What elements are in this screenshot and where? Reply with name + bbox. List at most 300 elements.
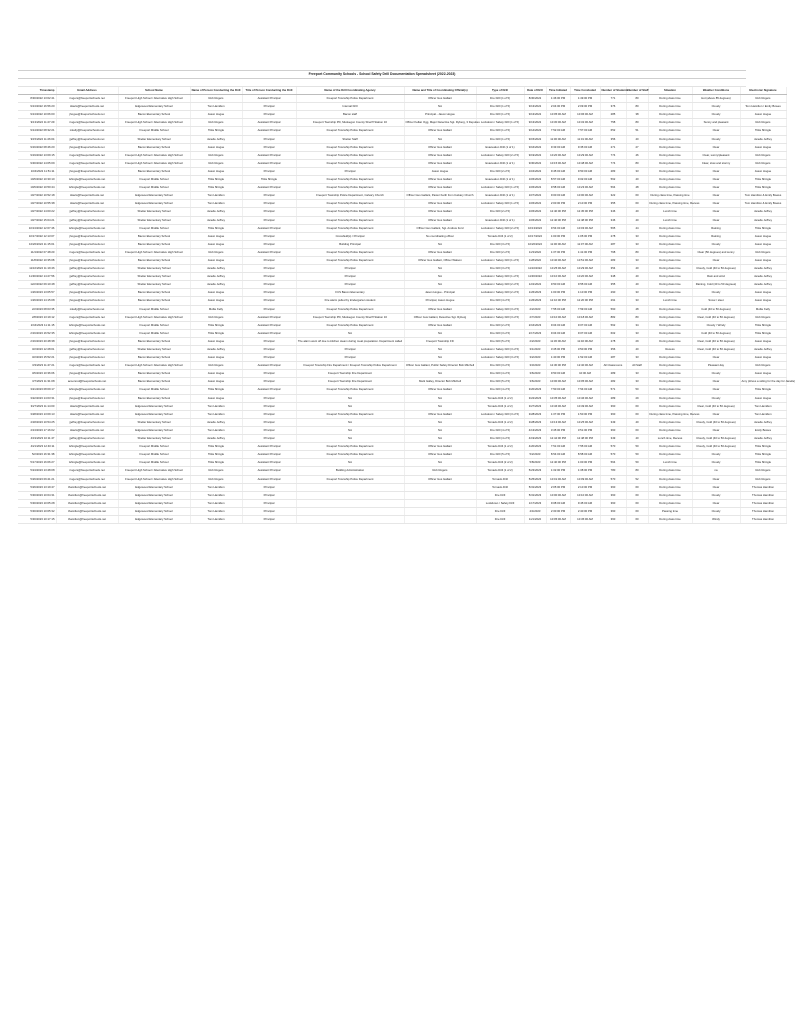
table-cell[interactable]: Assistant Principal bbox=[242, 224, 296, 232]
table-cell[interactable]: 1/26/2023 13:05:57 bbox=[18, 289, 56, 297]
table-cell[interactable]: 10/7/2022 bbox=[524, 192, 546, 200]
table-cell[interactable]: Edgewood Elementary School bbox=[118, 515, 190, 523]
table-cell[interactable]: thamilton@freeportschools.net bbox=[56, 499, 118, 507]
table-cell[interactable]: Clear bbox=[692, 167, 740, 175]
column-header[interactable]: Situation bbox=[648, 87, 692, 95]
table-cell[interactable]: Freeport Middle School bbox=[118, 443, 190, 451]
table-cell[interactable]: 9:35:00 AM bbox=[570, 143, 600, 151]
column-header[interactable]: Timestamp bbox=[18, 87, 56, 95]
table-cell[interactable]: 12:40:00 PM bbox=[546, 459, 570, 467]
table-cell[interactable]: Freeport Township Police Department bbox=[296, 208, 404, 216]
table-cell[interactable]: 771 bbox=[600, 95, 626, 103]
table-cell[interactable]: Bacon Elementary School bbox=[118, 370, 190, 378]
table-cell[interactable]: 10:48:00 AM bbox=[570, 159, 600, 167]
table-cell[interactable]: During class time bbox=[648, 426, 692, 434]
table-cell[interactable]: 10:00:00 AM bbox=[570, 192, 600, 200]
table-cell[interactable]: jhogue@freeportschools.net bbox=[56, 256, 118, 264]
table-cell[interactable]: 10/17/2022 bbox=[524, 232, 546, 240]
column-header[interactable]: Electronic Signature bbox=[740, 87, 786, 95]
table-cell[interactable]: 2:09:00 PM bbox=[570, 103, 600, 111]
table-cell[interactable]: During class time bbox=[648, 443, 692, 451]
table-cell[interactable]: Cloudy bbox=[692, 459, 740, 467]
table-cell[interactable]: jhogue@freeportschools.net bbox=[56, 111, 118, 119]
table-cell[interactable]: 11/4/2022 07:48:20 bbox=[18, 248, 56, 256]
table-cell[interactable]: 4/19/2023 10:11:47 bbox=[18, 435, 56, 443]
table-cell[interactable]: Fire Drill (4 of 5) bbox=[476, 370, 524, 378]
table-cell[interactable]: Freeport Middle School bbox=[118, 386, 190, 394]
table-cell[interactable]: 10:05:00 AM bbox=[570, 378, 600, 386]
table-cell[interactable]: Cold (40 to 50 degrees) bbox=[692, 329, 740, 337]
table-cell[interactable]: Principal bbox=[296, 354, 404, 362]
table-cell[interactable]: 4/13/2023 17:16:02 bbox=[18, 426, 56, 434]
table-cell[interactable]: 360 bbox=[600, 491, 626, 499]
table-cell[interactable]: During class time bbox=[648, 240, 692, 248]
table-cell[interactable]: 80 bbox=[626, 119, 648, 127]
table-cell[interactable]: 9:50:00 AM bbox=[546, 281, 570, 289]
table-cell[interactable]: Tom Hamilton bbox=[190, 515, 242, 523]
table-cell[interactable]: 2/16/2023 16:52:35 bbox=[18, 329, 56, 337]
table-cell[interactable]: Lunch time bbox=[648, 297, 692, 305]
table-cell[interactable]: 8:57:00 AM bbox=[546, 176, 570, 184]
table-cell[interactable]: Mollie Kelly bbox=[740, 305, 786, 313]
table-cell[interactable]: Principal - Jason Hogue bbox=[404, 111, 476, 119]
table-cell[interactable]: During class time bbox=[648, 184, 692, 192]
table-cell[interactable]: Fire Drill bbox=[476, 491, 524, 499]
table-cell[interactable]: 360 bbox=[600, 507, 626, 515]
table-cell[interactable]: Fire Drill (5 of 5) bbox=[476, 378, 524, 386]
table-cell[interactable]: Jason Hogue bbox=[190, 289, 242, 297]
table-cell[interactable]: During class time bbox=[648, 329, 692, 337]
table-cell[interactable]: Edgewood Elementary School bbox=[118, 491, 190, 499]
table-cell[interactable]: During class time bbox=[648, 491, 692, 499]
table-cell[interactable]: Rob Rogers bbox=[740, 248, 786, 256]
table-cell[interactable]: Cloudy / Windy bbox=[692, 321, 740, 329]
table-cell[interactable]: Rob Rogers bbox=[404, 467, 476, 475]
table-cell[interactable]: 10:00:00 AM bbox=[546, 378, 570, 386]
table-cell[interactable]: Freeport Middle School bbox=[118, 127, 190, 135]
table-cell[interactable]: 9:04:00 AM bbox=[546, 321, 570, 329]
table-cell[interactable]: 278 bbox=[600, 337, 626, 345]
table-cell[interactable]: Shelter Elementary School bbox=[118, 273, 190, 281]
table-cell[interactable]: 9/30/2022 14:05:09 bbox=[18, 159, 56, 167]
table-cell[interactable]: 10:30:00 AM bbox=[546, 119, 570, 127]
table-cell[interactable]: Rob Rogers bbox=[190, 362, 242, 370]
table-cell[interactable]: 882 bbox=[600, 313, 626, 321]
table-cell[interactable]: 10:46:00 AM bbox=[546, 402, 570, 410]
table-cell[interactable]: 570 bbox=[600, 443, 626, 451]
table-cell[interactable]: Jason Hogue bbox=[740, 297, 786, 305]
table-cell[interactable]: 2/8/2023 13:19:12 bbox=[18, 313, 56, 321]
table-cell[interactable]: jjeffrey@freeportschools.net bbox=[56, 418, 118, 426]
table-cell[interactable]: Fire Drill bbox=[476, 507, 524, 515]
table-cell[interactable]: Fire Drill (1 of 5) bbox=[476, 95, 524, 103]
table-cell[interactable]: Raining bbox=[692, 224, 740, 232]
table-cell[interactable]: 2:05:00 PM bbox=[546, 483, 570, 491]
table-cell[interactable]: During class time bbox=[648, 127, 692, 135]
table-cell[interactable]: Tom Hamilton bbox=[190, 483, 242, 491]
table-cell[interactable]: thamilton@freeportschools.net bbox=[56, 491, 118, 499]
column-header[interactable]: Number of Staff bbox=[626, 87, 648, 95]
table-cell[interactable]: Principal bbox=[242, 354, 296, 362]
table-cell[interactable]: Tom Hamilton bbox=[190, 402, 242, 410]
table-cell[interactable]: Clear bbox=[692, 256, 740, 264]
table-cell[interactable]: Principal bbox=[242, 297, 296, 305]
table-cell[interactable]: Raining bbox=[692, 232, 740, 240]
table-cell[interactable]: Assistant Principal bbox=[242, 159, 296, 167]
table-cell[interactable]: 7:52:00 AM bbox=[546, 127, 570, 135]
table-cell[interactable]: Freeport Township Police Department bbox=[296, 386, 404, 394]
table-cell[interactable]: Tilda Shingle bbox=[740, 329, 786, 337]
table-cell[interactable]: Tilda Shingle bbox=[740, 386, 786, 394]
table-cell[interactable]: 564 bbox=[600, 184, 626, 192]
table-cell[interactable]: rrogers@freeportschools.net bbox=[56, 475, 118, 483]
table-cell[interactable]: Freeport Middle School bbox=[118, 321, 190, 329]
table-cell[interactable]: Raining, Cold (40 to 50 degrees) bbox=[692, 281, 740, 289]
table-cell[interactable]: Shelter Elementary School bbox=[118, 435, 190, 443]
table-cell[interactable]: Cloudy bbox=[692, 103, 740, 111]
table-cell[interactable]: Cloudy bbox=[692, 507, 740, 515]
table-cell[interactable]: Officer Gus Gallant bbox=[404, 305, 476, 313]
table-cell[interactable]: Tom Hamilton bbox=[190, 103, 242, 111]
table-cell[interactable]: 562 bbox=[600, 321, 626, 329]
table-cell[interactable]: Freeport Township Police Department bbox=[296, 475, 404, 483]
table-cell[interactable]: 33 bbox=[626, 289, 648, 297]
table-cell[interactable]: 10:10:00 AM bbox=[546, 313, 570, 321]
table-cell[interactable]: Freeport High School / Alternative High School bbox=[118, 95, 190, 103]
table-cell[interactable]: During class time bbox=[648, 167, 692, 175]
table-cell[interactable]: tdavis@freeportschools.net bbox=[56, 402, 118, 410]
table-cell[interactable]: Freeport Township Police Department bbox=[296, 305, 404, 313]
table-cell[interactable]: 10/7/2022 14:00:22 bbox=[18, 208, 56, 216]
table-cell[interactable]: Freeport Township Police Department bbox=[296, 443, 404, 451]
table-cell[interactable] bbox=[296, 507, 404, 515]
table-cell[interactable]: Assistant Principal bbox=[242, 443, 296, 451]
table-cell[interactable]: Principal bbox=[242, 216, 296, 224]
table-cell[interactable]: Bacon Elementary School bbox=[118, 337, 190, 345]
table-cell[interactable]: Fire Drill (4 of 5) bbox=[476, 297, 524, 305]
table-cell[interactable]: 5/26/2023 09:41:21 bbox=[18, 475, 56, 483]
table-cell[interactable]: Jason Hogue bbox=[740, 232, 786, 240]
table-cell[interactable]: 9/14/2022 08:32:21 bbox=[18, 127, 56, 135]
table-cell[interactable]: During class time bbox=[648, 248, 692, 256]
table-cell[interactable]: Fire Drill (4 of 5) bbox=[476, 426, 524, 434]
table-cell[interactable]: 5/2/2023 bbox=[524, 451, 546, 459]
table-cell[interactable]: 2:10:00 PM bbox=[570, 483, 600, 491]
table-cell[interactable]: Tilda Shingle bbox=[740, 176, 786, 184]
table-cell[interactable]: Evacuation Drill (1 of 1) bbox=[476, 216, 524, 224]
table-cell[interactable]: Bacon Elementary School bbox=[118, 354, 190, 362]
table-cell[interactable]: 5/30/2023 10:17:15 bbox=[18, 515, 56, 523]
table-cell[interactable]: Cloudy, Cold (40 to 50 degrees) bbox=[692, 418, 740, 426]
table-cell[interactable]: 10/4/2022 11:51:11 bbox=[18, 167, 56, 175]
table-cell[interactable]: 3:45:00 PM bbox=[546, 426, 570, 434]
table-cell[interactable]: During class time bbox=[648, 176, 692, 184]
table-cell[interactable]: Jason Hogue bbox=[190, 378, 242, 386]
table-cell[interactable]: 9:54:00 AM bbox=[546, 224, 570, 232]
table-cell[interactable]: Freeport Township Police Department bbox=[296, 159, 404, 167]
table-cell[interactable]: Bacon Elementary School bbox=[118, 297, 190, 305]
table-cell[interactable]: 38 bbox=[626, 111, 648, 119]
table-cell[interactable]: Officer Gus Gallant bbox=[404, 200, 476, 208]
table-cell[interactable]: Shelter Elementary School bbox=[118, 265, 190, 273]
table-cell[interactable]: 11/1/2022 bbox=[524, 515, 546, 523]
table-cell[interactable]: Freeport Middle School bbox=[118, 459, 190, 467]
table-cell[interactable]: Assistant Principal bbox=[242, 459, 296, 467]
table-cell[interactable]: NA bbox=[404, 346, 476, 354]
table-cell[interactable]: 1/26/2023 bbox=[524, 297, 546, 305]
table-cell[interactable]: During class time bbox=[648, 402, 692, 410]
table-cell[interactable]: Principal bbox=[242, 370, 296, 378]
table-cell[interactable]: 60 bbox=[626, 426, 648, 434]
table-cell[interactable]: 9/19/2022 13:09:15 bbox=[18, 151, 56, 159]
table-cell[interactable]: 27 bbox=[626, 143, 648, 151]
table-cell[interactable]: 60 bbox=[626, 200, 648, 208]
table-cell[interactable]: 287 bbox=[600, 240, 626, 248]
table-cell[interactable]: Mollie Kelly bbox=[190, 305, 242, 313]
table-cell[interactable]: 10/6/2022 bbox=[524, 176, 546, 184]
table-cell[interactable]: Tilda Shingle bbox=[740, 224, 786, 232]
table-cell[interactable]: 11/30/2022 bbox=[524, 273, 546, 281]
table-cell[interactable]: NA bbox=[404, 402, 476, 410]
table-cell[interactable]: During class time bbox=[648, 224, 692, 232]
table-cell[interactable]: Assistant Principal bbox=[242, 467, 296, 475]
table-cell[interactable]: Edgewood Elementary School bbox=[118, 426, 190, 434]
table-cell[interactable]: 10/6/2022 bbox=[524, 216, 546, 224]
table-cell[interactable]: Officer Gus Gallant bbox=[404, 216, 476, 224]
table-cell[interactable]: 10:05:00 AM bbox=[546, 111, 570, 119]
table-cell[interactable]: 356 bbox=[600, 346, 626, 354]
table-cell[interactable]: Officer Gus Gallant bbox=[404, 208, 476, 216]
table-cell[interactable]: Janelle Jeffrey bbox=[190, 208, 242, 216]
table-cell[interactable]: Evacuation Drill (1 of 1) bbox=[476, 176, 524, 184]
table-cell[interactable]: Shelter Elementary School bbox=[118, 216, 190, 224]
table-cell[interactable]: Principal bbox=[242, 232, 296, 240]
table-cell[interactable]: 10:25:00 AM bbox=[546, 265, 570, 273]
table-cell[interactable]: 355 bbox=[600, 200, 626, 208]
table-cell[interactable]: Jason Hogue - Principal bbox=[404, 289, 476, 297]
table-cell[interactable]: Freeport Middle School bbox=[118, 184, 190, 192]
table-cell[interactable]: 2:10:00 PM bbox=[570, 200, 600, 208]
table-cell[interactable]: 1:00:00 PM bbox=[546, 289, 570, 297]
column-header[interactable]: Weather Conditions bbox=[692, 87, 740, 95]
table-cell[interactable]: Jason Hogue bbox=[190, 370, 242, 378]
table-cell[interactable]: Tom Hamilton bbox=[190, 192, 242, 200]
table-cell[interactable]: Clear bbox=[692, 386, 740, 394]
table-cell[interactable]: 34 bbox=[626, 321, 648, 329]
table-cell[interactable]: During class time bbox=[648, 337, 692, 345]
table-cell[interactable]: Rob Rogers bbox=[190, 159, 242, 167]
table-cell[interactable]: Rob Rogers bbox=[190, 151, 242, 159]
table-cell[interactable] bbox=[296, 491, 404, 499]
table-cell[interactable]: Officer Gus Gallant bbox=[404, 410, 476, 418]
table-cell[interactable]: Assistant Principal bbox=[242, 451, 296, 459]
table-cell[interactable]: Thomas Hamilton bbox=[740, 491, 786, 499]
table-cell[interactable]: Freeport Township Fire Department / Freeport Township Police Department bbox=[296, 362, 404, 370]
table-cell[interactable]: NA bbox=[404, 240, 476, 248]
table-cell[interactable]: 80 bbox=[626, 248, 648, 256]
table-cell[interactable]: Jason Hogue bbox=[740, 111, 786, 119]
table-cell[interactable]: Freeport Middle School bbox=[118, 305, 190, 313]
table-cell[interactable]: Principal bbox=[242, 103, 296, 111]
table-cell[interactable]: 48 bbox=[626, 184, 648, 192]
table-cell[interactable]: Tornado Drill (1 of 2) bbox=[476, 232, 524, 240]
table-cell[interactable]: Principal bbox=[242, 281, 296, 289]
table-cell[interactable]: Edgewood Elementary School bbox=[118, 103, 190, 111]
table-cell[interactable]: NA bbox=[296, 435, 404, 443]
table-cell[interactable]: Cloudy, Cold (40 to 50 degrees) bbox=[692, 443, 740, 451]
column-header[interactable]: Name of the Drill Coordinating Agency bbox=[296, 87, 404, 95]
table-cell[interactable]: 12/2/2022 09:10:48 bbox=[18, 281, 56, 289]
table-cell[interactable]: Rob Rogers bbox=[740, 95, 786, 103]
table-cell[interactable]: During class time bbox=[648, 289, 692, 297]
table-cell[interactable]: 10/6/2022 10:50:44 bbox=[18, 184, 56, 192]
table-cell[interactable]: 10/20/2022 11:15:01 bbox=[18, 240, 56, 248]
table-cell[interactable]: 10:05:00 AM bbox=[546, 515, 570, 523]
table-cell[interactable]: 60 bbox=[626, 507, 648, 515]
table-cell[interactable]: mkelly@freeportschools.net bbox=[56, 127, 118, 135]
table-cell[interactable]: Windy bbox=[692, 515, 740, 523]
table-cell[interactable]: Tom Hamilton bbox=[740, 402, 786, 410]
table-cell[interactable]: Officer Kellan Ogg, Major Detective Sgt. Ryberg, 3 Deputies bbox=[404, 119, 476, 127]
table-cell[interactable] bbox=[296, 515, 404, 523]
table-cell[interactable]: Lunch time bbox=[648, 208, 692, 216]
table-cell[interactable]: 9:02:00 AM bbox=[570, 176, 600, 184]
table-cell[interactable]: Tilda Shingle bbox=[740, 321, 786, 329]
table-cell[interactable]: Fire Drill (1 of 5) bbox=[476, 103, 524, 111]
table-cell[interactable]: No coordinating officer bbox=[404, 232, 476, 240]
table-cell[interactable]: During class time bbox=[648, 467, 692, 475]
table-cell[interactable]: Principal bbox=[242, 305, 296, 313]
table-cell[interactable]: 360 bbox=[600, 402, 626, 410]
column-header[interactable]: Email Address bbox=[56, 87, 118, 95]
table-cell[interactable]: Principal bbox=[242, 273, 296, 281]
table-cell[interactable]: 9/13/2022 11:27:29 bbox=[18, 119, 56, 127]
table-cell[interactable]: Clear bbox=[692, 475, 740, 483]
table-cell[interactable]: jhogue@freeportschools.net bbox=[56, 337, 118, 345]
table-cell[interactable]: 12:48:00 PM bbox=[570, 216, 600, 224]
table-cell[interactable]: Officer Gus Gallant, Sgt. Andrew Ford bbox=[404, 224, 476, 232]
table-cell[interactable]: 2/17/2023 bbox=[524, 329, 546, 337]
table-cell[interactable]: 3/7/2023 11:31:08 bbox=[18, 378, 56, 386]
table-cell[interactable]: 33 bbox=[626, 370, 648, 378]
table-cell[interactable]: 11/3/2022 bbox=[524, 248, 546, 256]
table-cell[interactable]: 33 bbox=[626, 256, 648, 264]
table-cell[interactable]: 2/2/2023 08:03:35 bbox=[18, 305, 56, 313]
table-cell[interactable]: During class time bbox=[648, 313, 692, 321]
table-cell[interactable]: 11:07:00 AM bbox=[570, 240, 600, 248]
table-cell[interactable]: Bacon Elementary School bbox=[118, 378, 190, 386]
table-cell[interactable]: jjeffrey@freeportschools.net bbox=[56, 346, 118, 354]
table-cell[interactable]: 40 bbox=[626, 435, 648, 443]
table-cell[interactable]: Fire Drill (2 of 5) bbox=[476, 321, 524, 329]
table-cell[interactable]: NA bbox=[296, 394, 404, 402]
table-cell[interactable]: NA bbox=[404, 426, 476, 434]
table-cell[interactable]: Tilda Shingle bbox=[190, 459, 242, 467]
table-cell[interactable]: 1:41:00 PM bbox=[570, 248, 600, 256]
table-cell[interactable]: 10:29:00 AM bbox=[570, 151, 600, 159]
table-cell[interactable]: 3/28/2023 bbox=[524, 410, 546, 418]
table-cell[interactable]: 33 bbox=[626, 329, 648, 337]
table-cell[interactable]: NA bbox=[404, 281, 476, 289]
table-cell[interactable]: 9:55:00 AM bbox=[570, 281, 600, 289]
table-cell[interactable]: 9/13/2022 bbox=[524, 119, 546, 127]
table-cell[interactable]: Tom Hamilton bbox=[190, 491, 242, 499]
table-cell[interactable]: Janelle Jeffrey bbox=[740, 418, 786, 426]
table-cell[interactable]: Principal bbox=[242, 515, 296, 523]
table-cell[interactable]: jjeffrey@freeportschools.net bbox=[56, 273, 118, 281]
table-cell[interactable]: Thomas Hamilton bbox=[740, 499, 786, 507]
table-cell[interactable]: Clear, Cold (40 to 50 degrees) bbox=[692, 337, 740, 345]
table-cell[interactable]: Jason Hogue bbox=[190, 240, 242, 248]
table-cell[interactable]: 80 bbox=[626, 103, 648, 111]
table-cell[interactable]: 10:45:00 AM bbox=[570, 515, 600, 523]
table-cell[interactable]: Bacon Elementary School bbox=[118, 232, 190, 240]
table-cell[interactable]: 10:49:00 AM bbox=[570, 402, 600, 410]
table-cell[interactable]: Evacuation Drill (1 of 1) bbox=[476, 159, 524, 167]
table-cell[interactable]: NA bbox=[404, 135, 476, 143]
table-cell[interactable]: 3/2/2023 bbox=[524, 354, 546, 362]
table-cell[interactable]: 40 bbox=[626, 208, 648, 216]
table-cell[interactable]: Edgewood Elementary School bbox=[118, 507, 190, 515]
table-cell[interactable]: Cloudy bbox=[692, 111, 740, 119]
table-cell[interactable]: 570 bbox=[600, 451, 626, 459]
table-cell[interactable]: Fire Drill (2 of 5) bbox=[476, 167, 524, 175]
table-cell[interactable]: 1/17/2023 bbox=[524, 499, 546, 507]
table-cell[interactable]: 346 bbox=[600, 216, 626, 224]
table-cell[interactable]: During class time bbox=[648, 378, 692, 386]
table-cell[interactable]: 3/2/2023 15:52:21 bbox=[18, 354, 56, 362]
table-cell[interactable]: Jason Hogue bbox=[190, 143, 242, 151]
table-cell[interactable]: Principal bbox=[242, 410, 296, 418]
table-cell[interactable]: Bacon Elementary School bbox=[118, 289, 190, 297]
table-cell[interactable]: Freeport Township Police Department bbox=[296, 176, 404, 184]
table-cell[interactable]: During class time bbox=[648, 515, 692, 523]
table-cell[interactable]: Freeport Township Police Department bbox=[296, 256, 404, 264]
table-cell[interactable]: 5/2/2023 16:31:38 bbox=[18, 451, 56, 459]
table-cell[interactable]: During class time bbox=[648, 135, 692, 143]
table-cell[interactable]: Clear, sunny/pleasant bbox=[692, 151, 740, 159]
table-cell[interactable]: Clear, Cold (40 to 50 degrees) bbox=[692, 313, 740, 321]
table-cell[interactable]: Jason Hogue bbox=[190, 354, 242, 362]
table-cell[interactable]: 774 bbox=[600, 151, 626, 159]
table-cell[interactable]: Jason Hogue bbox=[740, 167, 786, 175]
table-cell[interactable]: jhogue@freeportschools.net bbox=[56, 297, 118, 305]
table-cell[interactable]: Clear, Cold (40 to 50 degrees) bbox=[692, 346, 740, 354]
table-cell[interactable]: Janelle Jeffrey bbox=[190, 281, 242, 289]
table-cell[interactable]: 10/13/2022 bbox=[524, 224, 546, 232]
table-cell[interactable]: During class time bbox=[648, 386, 692, 394]
table-cell[interactable]: 33 bbox=[626, 240, 648, 248]
table-cell[interactable]: 285 bbox=[600, 111, 626, 119]
table-cell[interactable]: Fire Drill (2 of 5) bbox=[476, 248, 524, 256]
table-cell[interactable]: Jason Hogue bbox=[740, 394, 786, 402]
table-cell[interactable]: Emily Bowes bbox=[740, 426, 786, 434]
table-cell[interactable]: 7:54:00 AM bbox=[570, 386, 600, 394]
table-cell[interactable]: 289 bbox=[600, 370, 626, 378]
table-cell[interactable]: Fire Drill (5 of 5) bbox=[476, 337, 524, 345]
table-cell[interactable]: tshingle@freeportschools.net bbox=[56, 386, 118, 394]
table-cell[interactable]: 3/2/2023 12:28:01 bbox=[18, 346, 56, 354]
table-cell[interactable]: 562 bbox=[600, 176, 626, 184]
table-cell[interactable]: Freeport Township PD, Muskegon County Sheriff Station 16 bbox=[296, 119, 404, 127]
table-cell[interactable]: Tornado Drill (1 of 2) bbox=[476, 394, 524, 402]
table-cell[interactable]: Cloudy bbox=[692, 491, 740, 499]
table-cell[interactable]: Janelle Jeffrey bbox=[190, 273, 242, 281]
table-cell[interactable]: Jason Hogue bbox=[740, 240, 786, 248]
table-cell[interactable]: Principal bbox=[242, 256, 296, 264]
table-cell[interactable]: Lunch time, Recess bbox=[648, 435, 692, 443]
table-cell[interactable]: 9/16/2022 08:46:20 bbox=[18, 143, 56, 151]
